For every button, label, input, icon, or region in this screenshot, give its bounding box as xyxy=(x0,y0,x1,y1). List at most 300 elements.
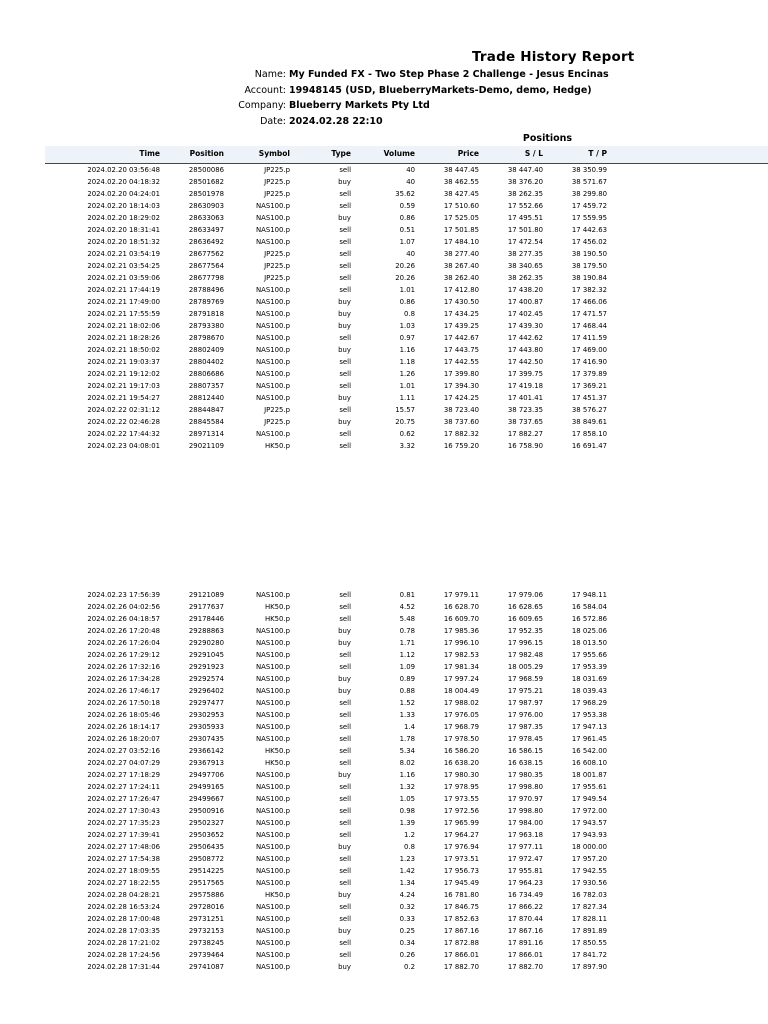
table-cell: 38 447.45 xyxy=(443,166,479,174)
table-cell: NAS100.p xyxy=(256,879,290,887)
table-cell: buy xyxy=(338,675,351,683)
table-cell: NAS100.p xyxy=(256,867,290,875)
table-cell: JP225.p xyxy=(264,250,290,258)
table-cell: 2024.02.26 18:14:17 xyxy=(87,723,160,731)
table-row xyxy=(45,697,768,709)
table-row xyxy=(45,889,768,901)
table-cell: 38 350.99 xyxy=(571,166,607,174)
table-cell: 17 964.23 xyxy=(507,879,543,887)
table-cell: 17 980.30 xyxy=(443,771,479,779)
table-cell: 0.88 xyxy=(399,687,415,695)
table-row xyxy=(45,745,768,757)
table-cell: 2024.02.26 04:02:56 xyxy=(87,603,160,611)
table-cell: sell xyxy=(339,807,351,815)
table-cell: NAS100.p xyxy=(256,843,290,851)
table-cell: 17 525.05 xyxy=(443,214,479,222)
table-cell: 0.89 xyxy=(399,675,415,683)
table-cell: 2024.02.21 17:49:00 xyxy=(87,298,160,306)
table-cell: 16 638.15 xyxy=(507,759,543,767)
table-cell: 29741087 xyxy=(188,963,224,971)
table-cell: 2024.02.20 18:29:02 xyxy=(87,214,160,222)
table-cell: 2024.02.20 03:56:48 xyxy=(87,166,160,174)
table-cell: 2024.02.21 18:02:06 xyxy=(87,322,160,330)
table-cell: 1.2 xyxy=(404,831,415,839)
table-row xyxy=(45,188,768,200)
table-cell: 2024.02.28 04:28:21 xyxy=(87,891,160,899)
table-cell: sell xyxy=(339,442,351,450)
table-cell: sell xyxy=(339,735,351,743)
table-cell: 2024.02.21 03:54:25 xyxy=(87,262,160,270)
table-cell: 17 866.01 xyxy=(507,951,543,959)
table-cell: 16 609.65 xyxy=(507,615,543,623)
table-cell: sell xyxy=(339,819,351,827)
table-cell: sell xyxy=(339,226,351,234)
table-cell: JP225.p xyxy=(264,418,290,426)
column-header: T / P xyxy=(588,149,607,158)
table-cell: 17 400.87 xyxy=(507,298,543,306)
table-cell: 17 968.79 xyxy=(443,723,479,731)
table-cell: 2024.02.27 18:09:55 xyxy=(87,867,160,875)
table-cell: 18 004.49 xyxy=(443,687,479,695)
table-cell: 20.26 xyxy=(395,274,415,282)
table-row xyxy=(45,781,768,793)
table-cell: 17 501.85 xyxy=(443,226,479,234)
table-row xyxy=(45,865,768,877)
table-cell: 17 982.48 xyxy=(507,651,543,659)
table-row xyxy=(45,200,768,212)
table-cell: 17 956.73 xyxy=(443,867,479,875)
table-cell: JP225.p xyxy=(264,274,290,282)
table-cell: sell xyxy=(339,903,351,911)
table-cell: 28500086 xyxy=(188,166,224,174)
table-cell: 29517565 xyxy=(188,879,224,887)
table-cell: 17 439.30 xyxy=(507,322,543,330)
table-cell: 17 976.94 xyxy=(443,843,479,851)
table-cell: 17 443.75 xyxy=(443,346,479,354)
table-cell: sell xyxy=(339,759,351,767)
table-cell: 29503652 xyxy=(188,831,224,839)
table-row xyxy=(45,601,768,613)
table-cell: 2024.02.27 17:18:29 xyxy=(87,771,160,779)
table-cell: 1.52 xyxy=(399,699,415,707)
table-cell: 0.62 xyxy=(399,430,415,438)
table-cell: 29296402 xyxy=(188,687,224,695)
table-cell: 28677798 xyxy=(188,274,224,282)
table-cell: 0.81 xyxy=(399,591,415,599)
table-cell: 18 001.87 xyxy=(571,771,607,779)
table-cell: 18 005.29 xyxy=(507,663,543,671)
table-cell: 16 758.90 xyxy=(507,442,543,450)
table-cell: 17 891.16 xyxy=(507,939,543,947)
table-cell: sell xyxy=(339,286,351,294)
table-cell: 0.33 xyxy=(399,915,415,923)
table-cell: 16 608.10 xyxy=(571,759,607,767)
table-row xyxy=(45,308,768,320)
table-cell: 38 723.35 xyxy=(507,406,543,414)
table-cell: 38 737.65 xyxy=(507,418,543,426)
table-cell: 0.2 xyxy=(404,963,415,971)
table-cell: sell xyxy=(339,795,351,803)
table-cell: 1.07 xyxy=(399,238,415,246)
table-cell: 29738245 xyxy=(188,939,224,947)
table-cell: 17 442.63 xyxy=(571,226,607,234)
table-cell: 4.52 xyxy=(399,603,415,611)
table-cell: 29367913 xyxy=(188,759,224,767)
table-cell: 1.16 xyxy=(399,346,415,354)
table-cell: 17 394.30 xyxy=(443,382,479,390)
table-cell: 2024.02.20 04:18:32 xyxy=(87,178,160,186)
table-cell: 16 609.70 xyxy=(443,615,479,623)
table-cell: 17 846.75 xyxy=(443,903,479,911)
table-cell: NAS100.p xyxy=(256,903,290,911)
table-cell: 17 468.44 xyxy=(571,322,607,330)
table-cell: 17 998.80 xyxy=(507,783,543,791)
info-label: Date: xyxy=(260,115,286,127)
table-cell: 0.25 xyxy=(399,927,415,935)
table-row xyxy=(45,769,768,781)
table-cell: 28636492 xyxy=(188,238,224,246)
table-cell: NAS100.p xyxy=(256,370,290,378)
table-cell: 8.02 xyxy=(399,759,415,767)
table-cell: sell xyxy=(339,747,351,755)
table-cell: sell xyxy=(339,663,351,671)
table-cell: 29731251 xyxy=(188,915,224,923)
table-cell: 28845584 xyxy=(188,418,224,426)
table-cell: 28798670 xyxy=(188,334,224,342)
table-cell: 17 981.34 xyxy=(443,663,479,671)
table-cell: 18 013.50 xyxy=(571,639,607,647)
table-cell: 17 510.60 xyxy=(443,202,479,210)
table-cell: sell xyxy=(339,915,351,923)
table-cell: 17 979.06 xyxy=(507,591,543,599)
report-title: Trade History Report xyxy=(472,49,635,65)
table-cell: 29508772 xyxy=(188,855,224,863)
table-cell: 17 942.55 xyxy=(571,867,607,875)
table-cell: NAS100.p xyxy=(256,286,290,294)
table-cell: NAS100.p xyxy=(256,963,290,971)
table-cell: 1.78 xyxy=(399,735,415,743)
table-cell: sell xyxy=(339,699,351,707)
table-cell: 2024.02.21 19:12:02 xyxy=(87,370,160,378)
info-row xyxy=(0,114,768,130)
table-cell: 17 827.34 xyxy=(571,903,607,911)
table-row xyxy=(45,613,768,625)
table-cell: 0.51 xyxy=(399,226,415,234)
table-cell: 28806686 xyxy=(188,370,224,378)
account-info xyxy=(0,67,768,129)
table-cell: 17 882.27 xyxy=(507,430,543,438)
table-cell: 0.8 xyxy=(404,310,415,318)
table-cell: 0.26 xyxy=(399,951,415,959)
table-row xyxy=(45,937,768,949)
table-cell: 17 952.35 xyxy=(507,627,543,635)
table-cell: sell xyxy=(339,879,351,887)
table-cell: 29302953 xyxy=(188,711,224,719)
table-cell: NAS100.p xyxy=(256,735,290,743)
info-row xyxy=(0,98,768,114)
table-cell: 17 872.88 xyxy=(443,939,479,947)
table-cell: 38 277.35 xyxy=(507,250,543,258)
table-cell: 15.57 xyxy=(395,406,415,414)
table-cell: 1.03 xyxy=(399,322,415,330)
table-cell: 1.34 xyxy=(399,879,415,887)
table-cell: 1.71 xyxy=(399,639,415,647)
table-cell: 17 978.95 xyxy=(443,783,479,791)
table-cell: NAS100.p xyxy=(256,394,290,402)
table-row xyxy=(45,272,768,284)
table-row xyxy=(45,733,768,745)
table-cell: 17 998.80 xyxy=(507,807,543,815)
table-cell: 28633063 xyxy=(188,214,224,222)
table-cell: 17 382.32 xyxy=(571,286,607,294)
table-cell: 17 456.02 xyxy=(571,238,607,246)
table-cell: 17 412.80 xyxy=(443,286,479,294)
table-cell: sell xyxy=(339,358,351,366)
table-row xyxy=(45,392,768,404)
table-cell: 29500916 xyxy=(188,807,224,815)
table-cell: sell xyxy=(339,831,351,839)
info-value: My Funded FX - Two Step Phase 2 Challenge - Jesus Encinas xyxy=(289,69,609,80)
table-cell: 2024.02.26 17:29:12 xyxy=(87,651,160,659)
table-cell: 17 495.51 xyxy=(507,214,543,222)
table-row xyxy=(45,817,768,829)
table-cell: 28791818 xyxy=(188,310,224,318)
table-cell: 17 972.00 xyxy=(571,807,607,815)
table-row xyxy=(45,649,768,661)
table-row xyxy=(45,673,768,685)
table-cell: NAS100.p xyxy=(256,238,290,246)
table-cell: buy xyxy=(338,687,351,695)
table-cell: 17 955.61 xyxy=(571,783,607,791)
table-row xyxy=(45,721,768,733)
table-cell: 38 179.50 xyxy=(571,262,607,270)
table-cell: 2024.02.22 17:44:32 xyxy=(87,430,160,438)
table-cell: NAS100.p xyxy=(256,663,290,671)
table-cell: 38 262.35 xyxy=(507,190,543,198)
table-cell: buy xyxy=(338,346,351,354)
table-cell: 1.32 xyxy=(399,783,415,791)
table-cell: sell xyxy=(339,723,351,731)
table-cell: 0.86 xyxy=(399,298,415,306)
table-cell: sell xyxy=(339,370,351,378)
table-cell: 17 469.00 xyxy=(571,346,607,354)
table-cell: 16 638.20 xyxy=(443,759,479,767)
table-cell: NAS100.p xyxy=(256,855,290,863)
column-header: Time xyxy=(139,149,160,158)
table-cell: 2024.02.26 18:20:07 xyxy=(87,735,160,743)
table-cell: 17 419.18 xyxy=(507,382,543,390)
table-row xyxy=(45,296,768,308)
table-cell: 18 039.43 xyxy=(571,687,607,695)
table-cell: 28501682 xyxy=(188,178,224,186)
table-cell: buy xyxy=(338,927,351,935)
table-cell: 2024.02.20 04:24:01 xyxy=(87,190,160,198)
info-value: 2024.02.28 22:10 xyxy=(289,115,383,127)
table-row xyxy=(45,709,768,721)
table-cell: 17 980.35 xyxy=(507,771,543,779)
table-cell: 2024.02.26 17:20:48 xyxy=(87,627,160,635)
table-row xyxy=(45,901,768,913)
table-cell: 29499165 xyxy=(188,783,224,791)
table-cell: 0.8 xyxy=(404,843,415,851)
table-cell: 17 411.59 xyxy=(571,334,607,342)
table-cell: 17 379.89 xyxy=(571,370,607,378)
table-cell: 2024.02.21 03:54:19 xyxy=(87,250,160,258)
table-cell: 17 947.13 xyxy=(571,723,607,731)
table-cell: 16 628.65 xyxy=(507,603,543,611)
table-cell: 17 882.70 xyxy=(443,963,479,971)
table-cell: 1.4 xyxy=(404,723,415,731)
table-cell: 16 586.15 xyxy=(507,747,543,755)
table-cell: 17 866.01 xyxy=(443,951,479,959)
table-cell: HK50.p xyxy=(264,603,290,611)
table-cell: 2024.02.27 17:35:23 xyxy=(87,819,160,827)
table-cell: 38 462.55 xyxy=(443,178,479,186)
table-row xyxy=(45,260,768,272)
table-cell: 38 571.67 xyxy=(571,178,607,186)
table-cell: NAS100.p xyxy=(256,226,290,234)
table-cell: buy xyxy=(338,891,351,899)
table-cell: 29502327 xyxy=(188,819,224,827)
table-cell: 29514225 xyxy=(188,867,224,875)
table-cell: 17 970.97 xyxy=(507,795,543,803)
table-cell: 17 964.27 xyxy=(443,831,479,839)
table-cell: 40 xyxy=(406,178,415,186)
table-row xyxy=(45,877,768,889)
table-cell: JP225.p xyxy=(264,406,290,414)
table-row xyxy=(45,284,768,296)
table-cell: 17 953.39 xyxy=(571,663,607,671)
table-cell: 28501978 xyxy=(188,190,224,198)
column-header: Volume xyxy=(383,149,415,158)
table-cell: 2024.02.28 17:03:35 xyxy=(87,927,160,935)
table-cell: 29739464 xyxy=(188,951,224,959)
table-cell: NAS100.p xyxy=(256,951,290,959)
table-cell: 17 955.81 xyxy=(507,867,543,875)
table-cell: JP225.p xyxy=(264,166,290,174)
table-cell: 38 340.65 xyxy=(507,262,543,270)
table-cell: NAS100.p xyxy=(256,927,290,935)
info-row xyxy=(0,83,768,99)
table-row xyxy=(45,380,768,392)
table-cell: sell xyxy=(339,615,351,623)
table-cell: 29290280 xyxy=(188,639,224,647)
table-cell: 17 401.41 xyxy=(507,394,543,402)
table-cell: 29366142 xyxy=(188,747,224,755)
table-row xyxy=(45,416,768,428)
table-cell: 16 586.20 xyxy=(443,747,479,755)
table-cell: 0.59 xyxy=(399,202,415,210)
table-row xyxy=(45,368,768,380)
table-cell: 17 399.75 xyxy=(507,370,543,378)
table-cell: 1.12 xyxy=(399,651,415,659)
table-cell: NAS100.p xyxy=(256,771,290,779)
table-cell: 2024.02.27 04:07:29 xyxy=(87,759,160,767)
table-cell: 29732153 xyxy=(188,927,224,935)
table-cell: 17 891.89 xyxy=(571,927,607,935)
table-cell: NAS100.p xyxy=(256,322,290,330)
table-cell: 2024.02.21 19:17:03 xyxy=(87,382,160,390)
info-label: Company: xyxy=(238,100,286,111)
table-cell: 38 427.45 xyxy=(443,190,479,198)
table-cell: 17 501.80 xyxy=(507,226,543,234)
table-cell: sell xyxy=(339,262,351,270)
table-cell: 17 443.80 xyxy=(507,346,543,354)
table-cell: 29292574 xyxy=(188,675,224,683)
table-cell: 28789769 xyxy=(188,298,224,306)
table-cell: NAS100.p xyxy=(256,382,290,390)
table-row xyxy=(45,440,768,452)
table-cell: 17 943.57 xyxy=(571,819,607,827)
table-cell: HK50.p xyxy=(264,891,290,899)
table-cell: 29291923 xyxy=(188,663,224,671)
table-row xyxy=(45,925,768,937)
table-cell: 17 987.97 xyxy=(507,699,543,707)
table-cell: sell xyxy=(339,711,351,719)
table-cell: sell xyxy=(339,334,351,342)
table-cell: 17 424.25 xyxy=(443,394,479,402)
table-cell: 2024.02.26 17:26:04 xyxy=(87,639,160,647)
info-label: Account: xyxy=(244,84,286,96)
table-cell: 1.01 xyxy=(399,286,415,294)
table-cell: 17 972.56 xyxy=(443,807,479,815)
table-cell: 17 987.35 xyxy=(507,723,543,731)
table-cell: 17 852.63 xyxy=(443,915,479,923)
table-cell: sell xyxy=(339,855,351,863)
table-cell: 35.62 xyxy=(395,190,415,198)
table-cell: 2024.02.27 17:30:43 xyxy=(87,807,160,815)
table-cell: buy xyxy=(338,418,351,426)
table-cell: 17 968.59 xyxy=(507,675,543,683)
table-cell: 29575886 xyxy=(188,891,224,899)
info-row xyxy=(0,67,768,83)
table-cell: 29305933 xyxy=(188,723,224,731)
table-cell: 2024.02.27 17:48:06 xyxy=(87,843,160,851)
table-cell: JP225.p xyxy=(264,178,290,186)
table-row xyxy=(45,913,768,925)
table-row xyxy=(45,356,768,368)
table-cell: sell xyxy=(339,783,351,791)
table-cell: NAS100.p xyxy=(256,915,290,923)
table-cell: buy xyxy=(338,627,351,635)
table-cell: NAS100.p xyxy=(256,358,290,366)
table-cell: 28788496 xyxy=(188,286,224,294)
table-cell: 17 430.50 xyxy=(443,298,479,306)
table-cell: 2024.02.26 18:05:46 xyxy=(87,711,160,719)
table-cell: 17 972.47 xyxy=(507,855,543,863)
table-cell: 38 849.61 xyxy=(571,418,607,426)
table-cell: 2024.02.26 17:32:16 xyxy=(87,663,160,671)
table-cell: NAS100.p xyxy=(256,298,290,306)
table-row xyxy=(45,829,768,841)
table-cell: 2024.02.21 18:28:26 xyxy=(87,334,160,342)
table-cell: NAS100.p xyxy=(256,310,290,318)
table-cell: 2024.02.27 17:26:47 xyxy=(87,795,160,803)
table-row xyxy=(45,404,768,416)
table-cell: 17 442.62 xyxy=(507,334,543,342)
table-cell: 5.34 xyxy=(399,747,415,755)
table-row xyxy=(45,757,768,769)
table-cell: 2024.02.26 17:50:18 xyxy=(87,699,160,707)
table-cell: 2024.02.27 03:52:16 xyxy=(87,747,160,755)
table-cell: 17 997.24 xyxy=(443,675,479,683)
table-cell: 17 828.11 xyxy=(571,915,607,923)
table-cell: NAS100.p xyxy=(256,675,290,683)
table-cell: buy xyxy=(338,394,351,402)
table-row xyxy=(45,961,768,973)
table-cell: sell xyxy=(339,939,351,947)
table-cell: 29021109 xyxy=(188,442,224,450)
